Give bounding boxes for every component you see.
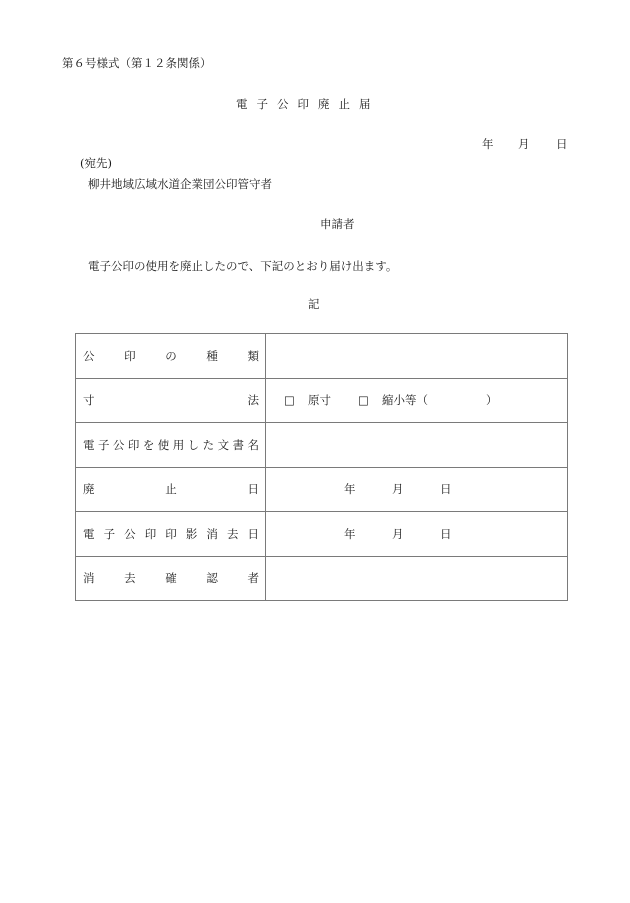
value-seal-type[interactable] bbox=[266, 334, 568, 379]
label-erase-date: 電 子 公 印 印 影 消 去 日 bbox=[76, 512, 266, 557]
form-table bbox=[75, 333, 568, 601]
date-day: 日 bbox=[556, 137, 568, 151]
body-text: 電子公印の使用を廃止したので、下記のとおり届け出ます。 bbox=[88, 259, 398, 273]
form-number: 第６号様式（第１２条関係） bbox=[62, 56, 212, 70]
ki-heading: 記 bbox=[308, 297, 320, 311]
label-erase-confirmer: 消 去 確 認 者 bbox=[76, 556, 266, 601]
label-abolition-date: 廃 止 日 bbox=[76, 467, 266, 512]
row-seal-type bbox=[76, 334, 568, 379]
value-abolition-date[interactable]: 年 月 日 bbox=[266, 467, 568, 512]
applicant-label: 申請者 bbox=[320, 217, 355, 231]
label-document-name: 電 子 公 印 を 使 用 し た 文 書 名 bbox=[76, 423, 266, 468]
date-year: 年 bbox=[482, 137, 494, 151]
checkbox-reduced[interactable]: □ bbox=[358, 393, 369, 408]
close-paren: ） bbox=[486, 393, 498, 408]
row-document-name bbox=[76, 423, 568, 468]
option-original-label: 原寸 bbox=[308, 393, 331, 408]
label-seal-type: 公 印 の 種 類 bbox=[76, 334, 266, 379]
value-erase-date[interactable]: 年 月 日 bbox=[266, 512, 568, 557]
checkbox-original[interactable]: □ bbox=[284, 393, 295, 408]
value-erase-confirmer[interactable] bbox=[266, 556, 568, 601]
row-erase-confirmer bbox=[76, 556, 568, 601]
label-size: 寸 法 bbox=[76, 378, 266, 423]
addressee-label: (宛先) bbox=[80, 156, 112, 170]
value-document-name[interactable] bbox=[266, 423, 568, 468]
submission-date bbox=[482, 136, 568, 152]
row-size bbox=[76, 378, 568, 423]
row-erase-date bbox=[76, 512, 568, 557]
document-title: 電子公印廃止届 bbox=[236, 97, 380, 111]
date-month: 月 bbox=[518, 137, 530, 151]
addressee-name: 柳井地域広域水道企業団公印管守者 bbox=[88, 177, 272, 191]
option-reduced-label: 縮小等（ bbox=[382, 393, 428, 408]
row-abolition-date bbox=[76, 467, 568, 512]
value-size bbox=[266, 378, 568, 423]
